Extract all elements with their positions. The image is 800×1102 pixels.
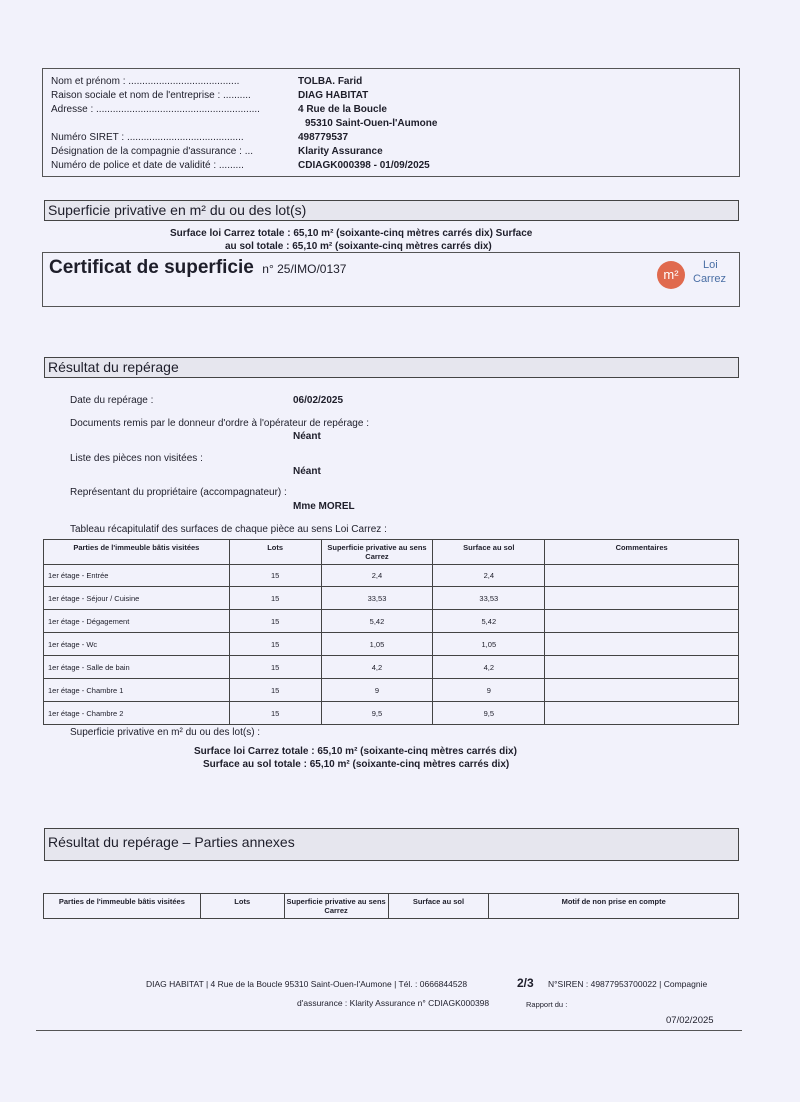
footer-line-1b: N°SIREN : 49877953700022 | Compagnie xyxy=(548,979,708,989)
pieces-value: Néant xyxy=(293,466,321,477)
table-header: Parties de l'immeuble bâtis visitées xyxy=(44,540,230,565)
table-cell: 1er étage - Chambre 2 xyxy=(44,702,230,725)
tableau-label: Tableau récapitulatif des surfaces de chaque pièce au sens Loi Carrez : xyxy=(70,524,387,535)
header-value: CDIAGK000398 - 01/09/2025 xyxy=(298,160,430,171)
table-cell: 1er étage - Dégagement xyxy=(44,610,230,633)
table-cell xyxy=(545,679,739,702)
header-label: Nom et prénom : ........................................ xyxy=(51,76,240,87)
table-cell: 9 xyxy=(321,679,433,702)
table-cell: 1er étage - Entrée xyxy=(44,565,230,587)
docs-value: Néant xyxy=(293,431,321,442)
table-cell: 1er étage - Séjour / Cuisine xyxy=(44,587,230,610)
table-row xyxy=(44,702,739,725)
table-cell: 2,4 xyxy=(433,565,545,587)
header-label: Numéro SIRET : .......................................... xyxy=(51,132,244,143)
annexes-table xyxy=(43,893,739,919)
table-row xyxy=(44,679,739,702)
surfaces-table xyxy=(43,539,739,725)
footer-page-number: 2/3 xyxy=(517,976,534,990)
totals-label: Superficie privative en m² du ou des lot(s) : xyxy=(70,727,261,738)
table-cell: 1er étage - Salle de bain xyxy=(44,656,230,679)
totals-line-1: Surface loi Carrez totale : 65,10 m² (soixante-cinq mètres carrés dix) xyxy=(194,746,517,757)
section-title-annexes: Résultat du repérage – Parties annexes xyxy=(44,828,739,861)
certificate-box xyxy=(42,252,740,307)
totals-line-2: Surface au sol totale : 65,10 m² (soixante-cinq mètres carrés dix) xyxy=(203,759,510,770)
table-header: Motif de non prise en compte xyxy=(489,894,739,919)
logo-line-1: Loi xyxy=(703,259,718,271)
header-value: 4 Rue de la Boucle xyxy=(298,104,387,115)
footer-line-2: d'assurance : Klarity Assurance n° CDIAGK000398 xyxy=(297,998,490,1008)
table-cell: 4,2 xyxy=(433,656,545,679)
table-cell xyxy=(545,656,739,679)
header-label: Numéro de police et date de validité : ......... xyxy=(51,160,244,171)
table-cell: 5,42 xyxy=(433,610,545,633)
header-value: DIAG HABITAT xyxy=(298,90,369,101)
table-cell: 9 xyxy=(433,679,545,702)
table-cell: 15 xyxy=(229,702,321,725)
header-value: 498779537 xyxy=(298,132,349,143)
table-header: Superficie privative au sens Carrez xyxy=(321,540,433,565)
table-cell: 9,5 xyxy=(433,702,545,725)
table-cell: 5,42 xyxy=(321,610,433,633)
header-value: Klarity Assurance xyxy=(298,146,383,157)
table-cell xyxy=(545,587,739,610)
table-row xyxy=(44,565,739,587)
table-header: Lots xyxy=(229,540,321,565)
table-cell: 33,53 xyxy=(321,587,433,610)
rep-label: Représentant du propriétaire (accompagnateur) : xyxy=(70,487,287,498)
table-header: Commentaires xyxy=(545,540,739,565)
superficie-line-2: au sol totale : 65,10 m² (soixante-cinq mètres carrés dix) xyxy=(225,241,492,252)
table-cell: 15 xyxy=(229,565,321,587)
docs-label: Documents remis par le donneur d'ordre à l'opérateur de repérage : xyxy=(70,418,369,429)
footer-divider xyxy=(36,1030,742,1031)
table-cell: 1er étage - Wc xyxy=(44,633,230,656)
m2-badge-icon: m² xyxy=(657,261,685,289)
rep-value: Mme MOREL xyxy=(293,501,355,512)
footer-rapport: Rapport du : xyxy=(526,1000,568,1009)
header-label: Adresse : ........................................................... xyxy=(51,104,260,115)
header-value: TOLBA. Farid xyxy=(298,76,363,87)
table-cell: 1er étage - Chambre 1 xyxy=(44,679,230,702)
table-row xyxy=(44,610,739,633)
table-header: Lots xyxy=(200,894,284,919)
table-cell xyxy=(545,702,739,725)
pieces-label: Liste des pièces non visitées : xyxy=(70,453,203,464)
table-cell: 9,5 xyxy=(321,702,433,725)
certificate-title: Certificat de superficie xyxy=(49,257,254,278)
table-cell xyxy=(545,633,739,656)
header-label: Désignation de la compagnie d'assurance : ... xyxy=(51,146,254,157)
section-title-resultat: Résultat du repérage xyxy=(44,357,739,378)
loi-carrez-logo xyxy=(655,257,735,291)
table-cell: 1,05 xyxy=(321,633,433,656)
logo-line-2: Carrez xyxy=(693,273,727,285)
table-cell: 1,05 xyxy=(433,633,545,656)
table-header: Superficie privative au sens Carrez xyxy=(284,894,388,919)
date-label: Date du repérage : xyxy=(70,395,154,406)
table-header: Surface au sol xyxy=(433,540,545,565)
table-row xyxy=(44,633,739,656)
table-cell xyxy=(545,610,739,633)
table-row xyxy=(44,587,739,610)
table-cell: 2,4 xyxy=(321,565,433,587)
superficie-line-1: Surface loi Carrez totale : 65,10 m² (soixante-cinq mètres carrés dix) Surface xyxy=(170,228,533,239)
table-row xyxy=(44,656,739,679)
header-label: Raison sociale et nom de l'entreprise : .......... xyxy=(51,90,251,101)
date-value: 06/02/2025 xyxy=(293,395,344,406)
section-title-superficie: Superficie privative en m² du ou des lot(s) xyxy=(44,200,739,221)
table-cell: 33,53 xyxy=(433,587,545,610)
table-header: Parties de l'immeuble bâtis visitées xyxy=(44,894,201,919)
table-cell: 15 xyxy=(229,633,321,656)
table-cell: 15 xyxy=(229,679,321,702)
table-cell: 15 xyxy=(229,610,321,633)
table-header: Surface au sol xyxy=(388,894,489,919)
header-box xyxy=(42,68,740,177)
header-value: 95310 Saint-Ouen-l'Aumone xyxy=(305,118,438,129)
table-cell: 15 xyxy=(229,656,321,679)
footer-date: 07/02/2025 xyxy=(666,1015,714,1026)
table-cell xyxy=(545,565,739,587)
table-cell: 15 xyxy=(229,587,321,610)
footer-line-1a: DIAG HABITAT | 4 Rue de la Boucle 95310 Saint-Ouen-l'Aumone | Tél. : 0666844528 xyxy=(146,979,468,989)
table-cell: 4,2 xyxy=(321,656,433,679)
certificate-number: n° 25/IMO/0137 xyxy=(262,262,347,276)
